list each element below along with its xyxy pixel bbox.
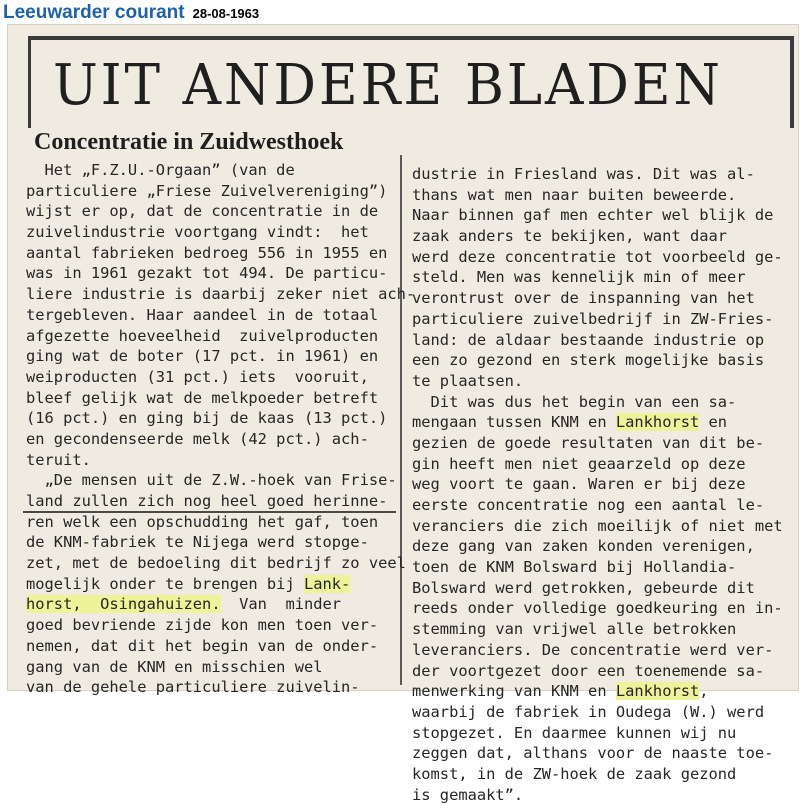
article-line: de KNM-fabriek te Nijega werd stopge- — [26, 533, 369, 552]
article-line: reeds onder volledige goedkeuring en in- — [412, 599, 783, 618]
article-line: eerste concentratie nog een aantal le- — [412, 496, 765, 514]
article-line: der voortgezet door een toenemende sa- — [412, 661, 765, 680]
article-line: Het „F.Z.U.-Orgaan” (van de — [26, 161, 295, 179]
article-line: particuliere „Friese Zuivelvereniging”) — [26, 181, 388, 200]
highlighted-term: Lank- — [303, 574, 351, 593]
article-line: komst, in de ZW-hoek de zaak gezond — [412, 764, 737, 783]
article-line: toen de KNM Bolsward bij Hollandia- — [412, 558, 737, 577]
highlighted-term: Lankhorst — [615, 413, 700, 432]
article-column-right — [412, 164, 783, 805]
article-line: te plaatsen. — [412, 371, 524, 390]
newspaper-name: Leeuwarder courant — [3, 2, 185, 23]
article-line: land: de aldaar bestaande industrie op — [412, 330, 765, 349]
article-line: bleef gelijk wat de melkpoeder betreft — [26, 388, 379, 407]
newspaper-clipping — [7, 24, 799, 804]
article-line: mengaan tussen KNM en Lankhorst en — [412, 413, 728, 432]
article-line: is gemaakt”. — [412, 785, 524, 804]
article-line: een zo gezond en sterk mogelijke basis — [412, 351, 765, 370]
article-line: deze gang van zaken konden verenigen, — [412, 537, 755, 556]
article-line: weiproducten (31 pct.) iets vooruit, — [26, 367, 369, 386]
article-line: liere industrie is daarbij zeker niet ach- — [26, 285, 416, 304]
article-line: en gecondenseerde melk (42 pct.) ach- — [26, 429, 369, 448]
article-line: zet, met de bedoeling dit bedrijf zo veel — [26, 554, 406, 573]
article-line: wijst er op, dat de concentratie in de — [26, 202, 379, 221]
article-line: gang van de KNM en misschien wel — [26, 657, 323, 676]
article-line: horst, Osingahuizen. Van minder — [26, 595, 342, 614]
source-line — [3, 2, 259, 24]
article-line: waarbij de fabriek in Oudega (W.) werd — [412, 702, 765, 721]
article-line: teruit. — [26, 450, 91, 469]
article-line: veranciers die zich moeilijk of niet met — [412, 516, 783, 535]
article-line: was in 1961 gezakt tot 494. De particu- — [26, 264, 388, 283]
article-line: mogelijk onder te brengen bij Lank- — [26, 574, 351, 593]
article-line: goed bevriende zijde kon men toen ver- — [26, 616, 379, 635]
article-line: verontrust over de inspanning van het — [412, 289, 755, 308]
article-line: menwerking van KNM en Lankhorst, — [412, 682, 709, 701]
article-line: thans wat men naar buiten beweerde. — [412, 185, 737, 204]
article-line: gezien de goede resultaten van dit be- — [412, 433, 765, 452]
highlighted-term: horst, Osingahuizen. — [26, 595, 221, 614]
article-line: Naar binnen gaf men echter wel blijk de — [412, 206, 774, 225]
article-line: steld. Men was kennelijk min of meer — [412, 268, 746, 287]
article-headline: Concentratie in Zuidwesthoek — [34, 129, 344, 155]
article-line: tergebleven. Haar aandeel in de totaal — [26, 305, 379, 324]
article-line: van de gehele particuliere zuivelin- — [26, 678, 360, 697]
article-line: weg voort te gaan. Waren er bij deze — [412, 475, 746, 494]
article-line: stopgezet. En daarmee kunnen wij nu — [412, 723, 737, 742]
article-line: ren welk een opschudding het gaf, toen — [26, 512, 379, 531]
article-line: particuliere zuivelbedrijf in ZW-Fries- — [412, 309, 774, 328]
article-line: „De mensen uit de Z.W.-hoek van Frise- — [26, 471, 397, 490]
publication-date: 28-08-1963 — [192, 6, 260, 21]
article-column-left — [26, 160, 415, 698]
article-line: land zullen zich nog heel goed herinne- — [26, 492, 388, 510]
article-line: zuivelindustrie voortgang vindt: het — [26, 223, 369, 242]
article-line: zaak anders te bekijken, want daar — [412, 227, 728, 246]
highlighted-term: Lankhorst — [615, 682, 700, 701]
article-line: (16 pct.) en ging bij de kaas (13 pct.) — [26, 409, 388, 428]
article-line: dustrie in Friesland was. Dit was al- — [412, 165, 755, 183]
article-line: leveranciers. De concentratie werd ver- — [412, 640, 774, 659]
article-line: ging wat de boter (17 pct. in 1961) en — [26, 347, 379, 366]
article-line: zeggen dat, althans voor de naaste toe- — [412, 744, 774, 763]
article-line: aantal fabrieken bedroeg 556 in 1955 en — [26, 243, 388, 262]
section-banner: UIT ANDERE BLADEN — [53, 53, 723, 118]
article-line: nemen, dat dit het begin van de onder- — [26, 636, 379, 655]
article-line: afgezette hoeveelheid zuivelproducten — [26, 326, 379, 345]
article-line: gin heeft men niet geaarzeld op deze — [412, 454, 746, 473]
article-line: Dit was dus het begin van een sa- — [412, 392, 737, 411]
article-line: stemming van vrijwel alle betrokken — [412, 620, 737, 639]
article-line: Bolsward werd getrokken, gebeurde dit — [412, 578, 755, 597]
article-line: werd deze concentratie tot voorbeeld ge- — [412, 247, 783, 266]
